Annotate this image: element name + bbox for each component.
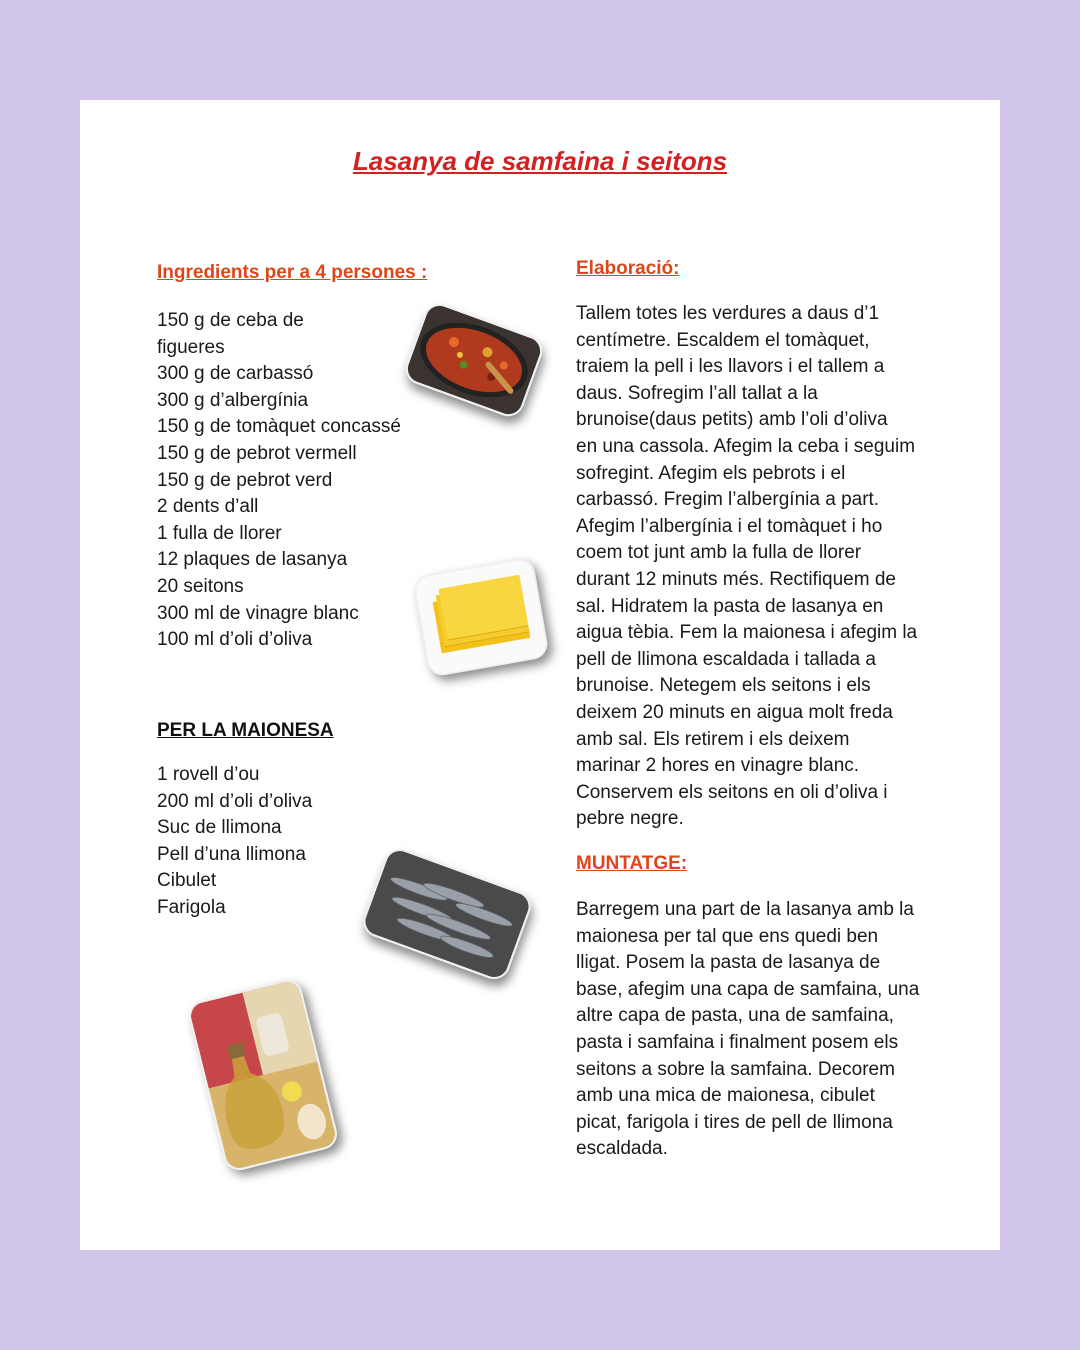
ingredient-item: figueres (157, 336, 225, 358)
elaboracio-line: Tallem totes les verdures a daus d’1 (576, 303, 880, 324)
mayonnaise-item: 1 rovell d’ou (157, 764, 260, 785)
ingredients-heading: Ingredients per a 4 persones : (157, 262, 428, 283)
elaboracio-line: marinar 2 hores en vinagre blanc. (576, 755, 860, 777)
elaboracio-line: pell de llimona escaldada i tallada a (576, 648, 876, 670)
elaboracio-line: pebre negre. (576, 808, 684, 830)
elaboracio-line: centímetre. Escaldem el tomàquet, (576, 329, 870, 351)
elaboracio-line: amb sal. Els retirem i els deixem (576, 728, 850, 750)
muntatge-line: base, afegim una capa de samfaina, una (576, 978, 920, 1000)
olive-oil-photo (186, 977, 341, 1174)
elaboracio-line: en una cassola. Afegim la ceba i seguim (576, 435, 916, 457)
recipe-page (80, 100, 1000, 1250)
ingredients-list (157, 308, 417, 654)
ingredient-item: 2 dents d’all (157, 496, 259, 518)
ingredient-item: 150 g de ceba de (157, 310, 304, 331)
elaboracio-line: Conservem els seitons en oli d’oliva i (576, 781, 888, 803)
muntatge-line: amb una mica de maionesa, cibulet (576, 1085, 875, 1107)
elaboracio-line: traiem la pell i les llavors i el tallem a (576, 356, 885, 378)
ingredient-item: 1 fulla de llorer (157, 522, 282, 544)
elaboracio-heading: Elaboració: (576, 258, 680, 279)
mayonnaise-item: Pell d’una llimona (157, 843, 306, 865)
elaboracio-line: brunoise. Netegem els seitons i els (576, 675, 871, 697)
muntatge-text (576, 897, 938, 1163)
mayonnaise-list (157, 762, 397, 922)
ingredient-item: 300 ml de vinagre blanc (157, 602, 359, 624)
muntatge-line: altre capa de pasta, una de samfaina, (576, 1005, 894, 1027)
ingredient-item: 20 seitons (157, 575, 244, 597)
lasagna-sheets-photo (412, 556, 550, 678)
elaboracio-line: sofregint. Afegim els pebrots i el (576, 462, 846, 484)
muntatge-line: seitons a sobre la samfaina. Decorem (576, 1058, 895, 1080)
elaboracio-line: carbassó. Fregim l’albergínia a part. (576, 489, 880, 511)
mayonnaise-item: Suc de llimona (157, 817, 282, 839)
elaboracio-line: deixem 20 minuts en aigua molt freda (576, 701, 893, 723)
ingredient-item: 150 g de pebrot verd (157, 469, 333, 491)
elaboracio-line: Afegim l’albergínia i el tomàquet i ho (576, 515, 883, 537)
elaboracio-line: aigua tèbia. Fem la maionesa i afegim la (576, 622, 918, 644)
elaboracio-line: coem tot junt amb la fulla de llorer (576, 542, 862, 564)
samfaina-pan-photo (401, 299, 546, 420)
elaboracio-line: daus. Sofregim l’all tallat a la (576, 382, 818, 404)
mayonnaise-item: 200 ml d’oli d’oliva (157, 790, 313, 812)
ingredient-item: 150 g de pebrot vermell (157, 442, 357, 464)
muntatge-line: escaldada. (576, 1138, 668, 1160)
mayonnaise-item: Farigola (157, 896, 226, 918)
muntatge-line: lligat. Posem la pasta de lasanya de (576, 952, 881, 974)
elaboracio-line: brunoise(daus petits) amb l’oli d’oliva (576, 409, 888, 431)
mayonnaise-heading: PER LA MAIONESA (157, 720, 334, 741)
elaboracio-text (576, 301, 938, 833)
muntatge-line: maionesa per tal que ens quedi ben (576, 925, 879, 947)
elaboracio-line: sal. Hidratem la pasta de lasanya en (576, 595, 884, 617)
ingredient-item: 300 g d’albergínia (157, 389, 309, 411)
ingredient-item: 100 ml d’oli d’oliva (157, 629, 313, 651)
anchovies-photo (359, 844, 535, 983)
elaboracio-line: durant 12 minuts més. Rectifiquem de (576, 568, 896, 590)
muntatge-line: pasta i samfaina i finalment posem els (576, 1031, 899, 1053)
ingredient-item: 300 g de carbassó (157, 363, 314, 385)
ingredient-item: 12 plaques de lasanya (157, 549, 348, 571)
muntatge-line: picat, farigola i tires de pell de llimona (576, 1111, 893, 1133)
mayonnaise-item: Cibulet (157, 870, 217, 892)
muntatge-line: Barregem una part de la lasanya amb la (576, 899, 914, 920)
ingredient-item: 150 g de tomàquet concassé (157, 416, 402, 438)
muntatge-heading: MUNTATGE: (576, 853, 688, 874)
recipe-title: Lasanya de samfaina i seitons (352, 146, 728, 176)
